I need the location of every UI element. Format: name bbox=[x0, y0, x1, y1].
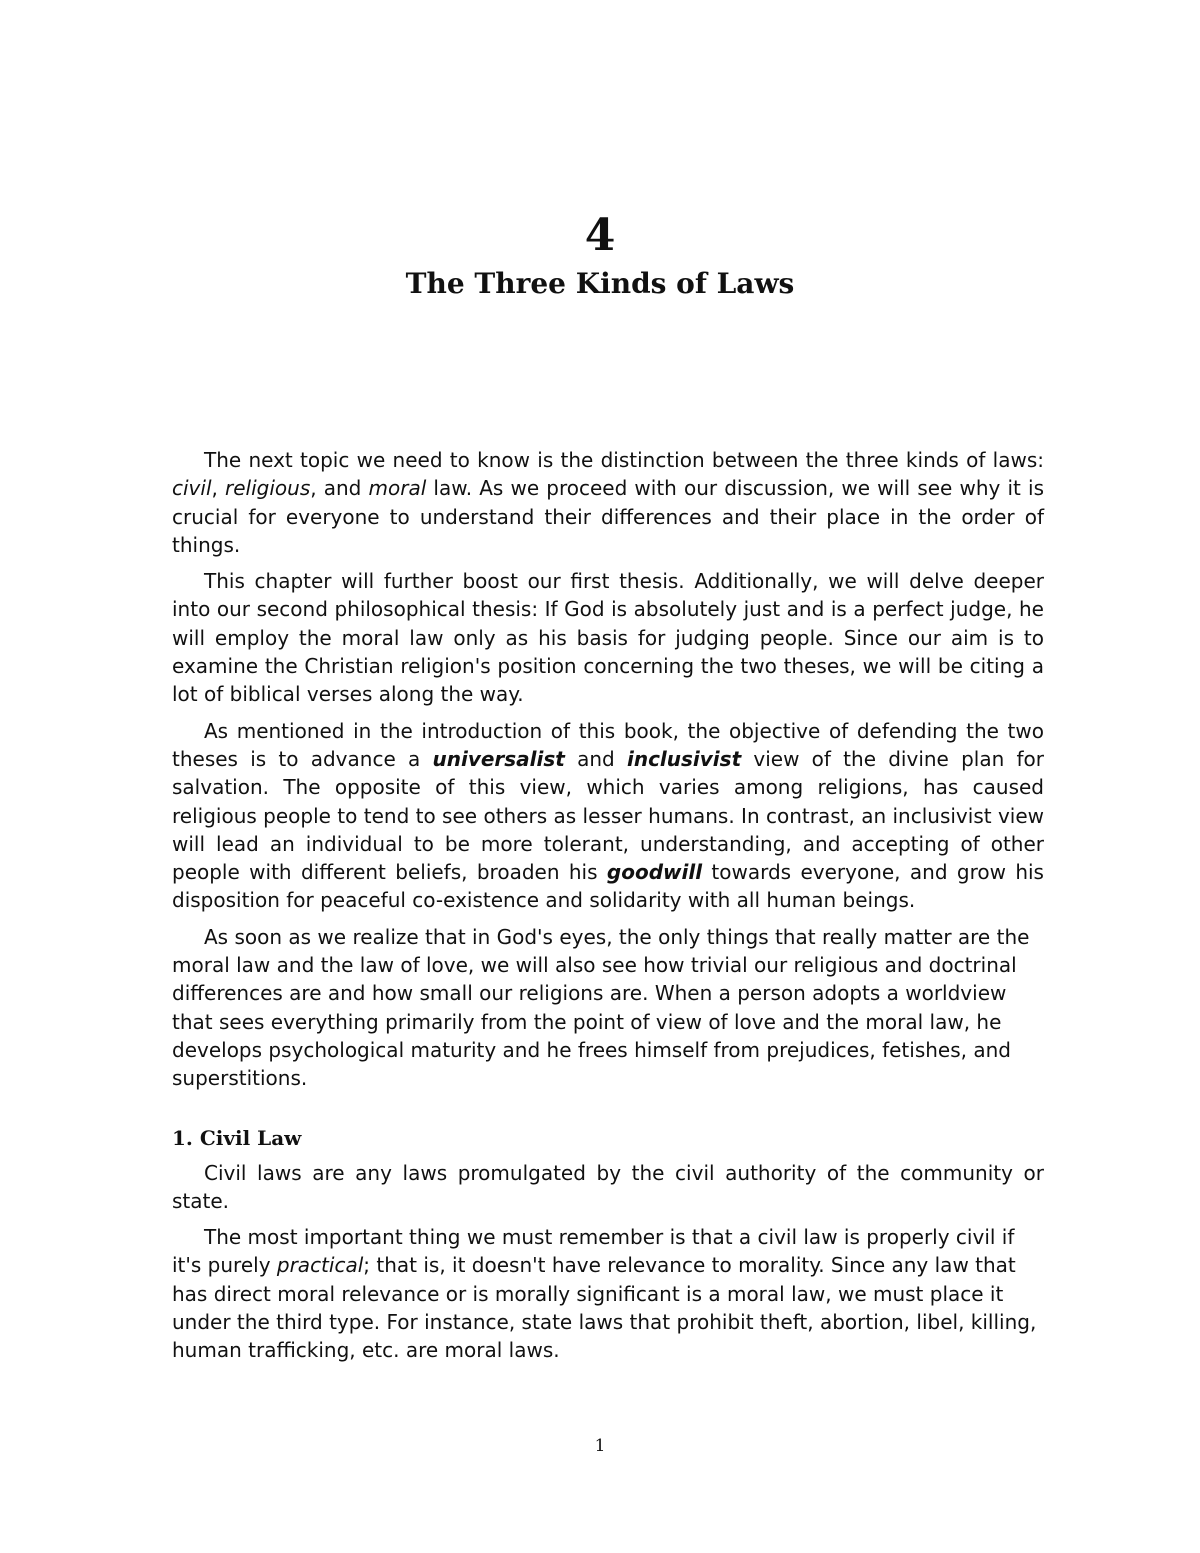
text-run: , bbox=[211, 476, 226, 501]
text-run: The next topic we need to know is the distinction between the three kinds of laws: bbox=[204, 448, 1044, 472]
body-text bbox=[172, 446, 1044, 1373]
text-run: As mentioned in the introduction of this book, the objective of defending the two theses is to advance a bbox=[172, 718, 1044, 771]
text-run: towards everyone, and grow his disposition for peaceful co-existence and solidarity with all human beings. bbox=[172, 860, 1044, 913]
emphasis-civil: civil bbox=[172, 476, 212, 501]
text-run: view of the divine plan for salvation. The opposite of this view, which varies among religions, has caused religious people to tend to see others as lesser humans. In contrast, an inclusivist view will lead an individual to be more tolerant, understanding, and accepting of other people with different beliefs, broaden his bbox=[172, 746, 1045, 885]
paragraph-moral-law: As soon as we realize that in God's eyes, the only things that really matter are the moral law and the law of love, we will also see how trivial our religious and doctrinal differences are and how small our religions are. When a person adopts a worldview that sees everything primarily from the point of view of love and the moral law, he develops psychological maturity and he frees himself from prejudices, fetishes, and superstitions. bbox=[172, 924, 1030, 1091]
chapter-title: The Three Kinds of Laws bbox=[405, 267, 795, 300]
emphasis-practical: practical bbox=[276, 1253, 364, 1278]
emphasis-goodwill: goodwill bbox=[606, 860, 703, 885]
paragraph-objective bbox=[172, 717, 1044, 915]
text-run: , and bbox=[310, 476, 369, 501]
emphasis-inclusivist: inclusivist bbox=[626, 746, 742, 771]
chapter-number: 4 bbox=[584, 210, 616, 261]
page-number: 1 bbox=[594, 1436, 606, 1456]
paragraph-civil-practical bbox=[172, 1223, 1044, 1364]
paragraph-thesis: This chapter will further boost our first thesis. Additionally, we will delve deeper into our second philosophical thesis: If God is absolutely just and is a perfect judge, he will employ the moral law only as his basis for judging people. Since our aim is to examine the Christian religion's position concerning the two theses, we will be citing a lot of biblical verses along the way. bbox=[172, 569, 1044, 707]
text-run: law. As we proceed with our discussion, we will see why it is crucial for everyone to understand their differences and their place in the order of things. bbox=[172, 476, 1045, 557]
text-run: The most important thing we must remember is that a civil law is properly civil if it's purely bbox=[172, 1225, 1015, 1278]
emphasis-moral: moral bbox=[368, 476, 427, 501]
paragraph-civil-definition: Civil laws are any laws promulgated by the civil authority of the community or state. bbox=[172, 1160, 1044, 1213]
text-run: ; that is, it doesn't have relevance to morality. Since any law that has direct moral relevance or is morally significant is a moral law, we must place it under the third type. For instance, state laws that prohibit theft, abortion, libel, killing, human trafficking, etc. are moral laws. bbox=[172, 1253, 1037, 1363]
paragraph-intro bbox=[172, 446, 1044, 559]
emphasis-religious: religious bbox=[225, 476, 311, 501]
text-run: and bbox=[564, 746, 627, 771]
emphasis-universalist: universalist bbox=[432, 746, 565, 771]
section-heading-civil-law: 1. Civil Law bbox=[172, 1125, 302, 1150]
